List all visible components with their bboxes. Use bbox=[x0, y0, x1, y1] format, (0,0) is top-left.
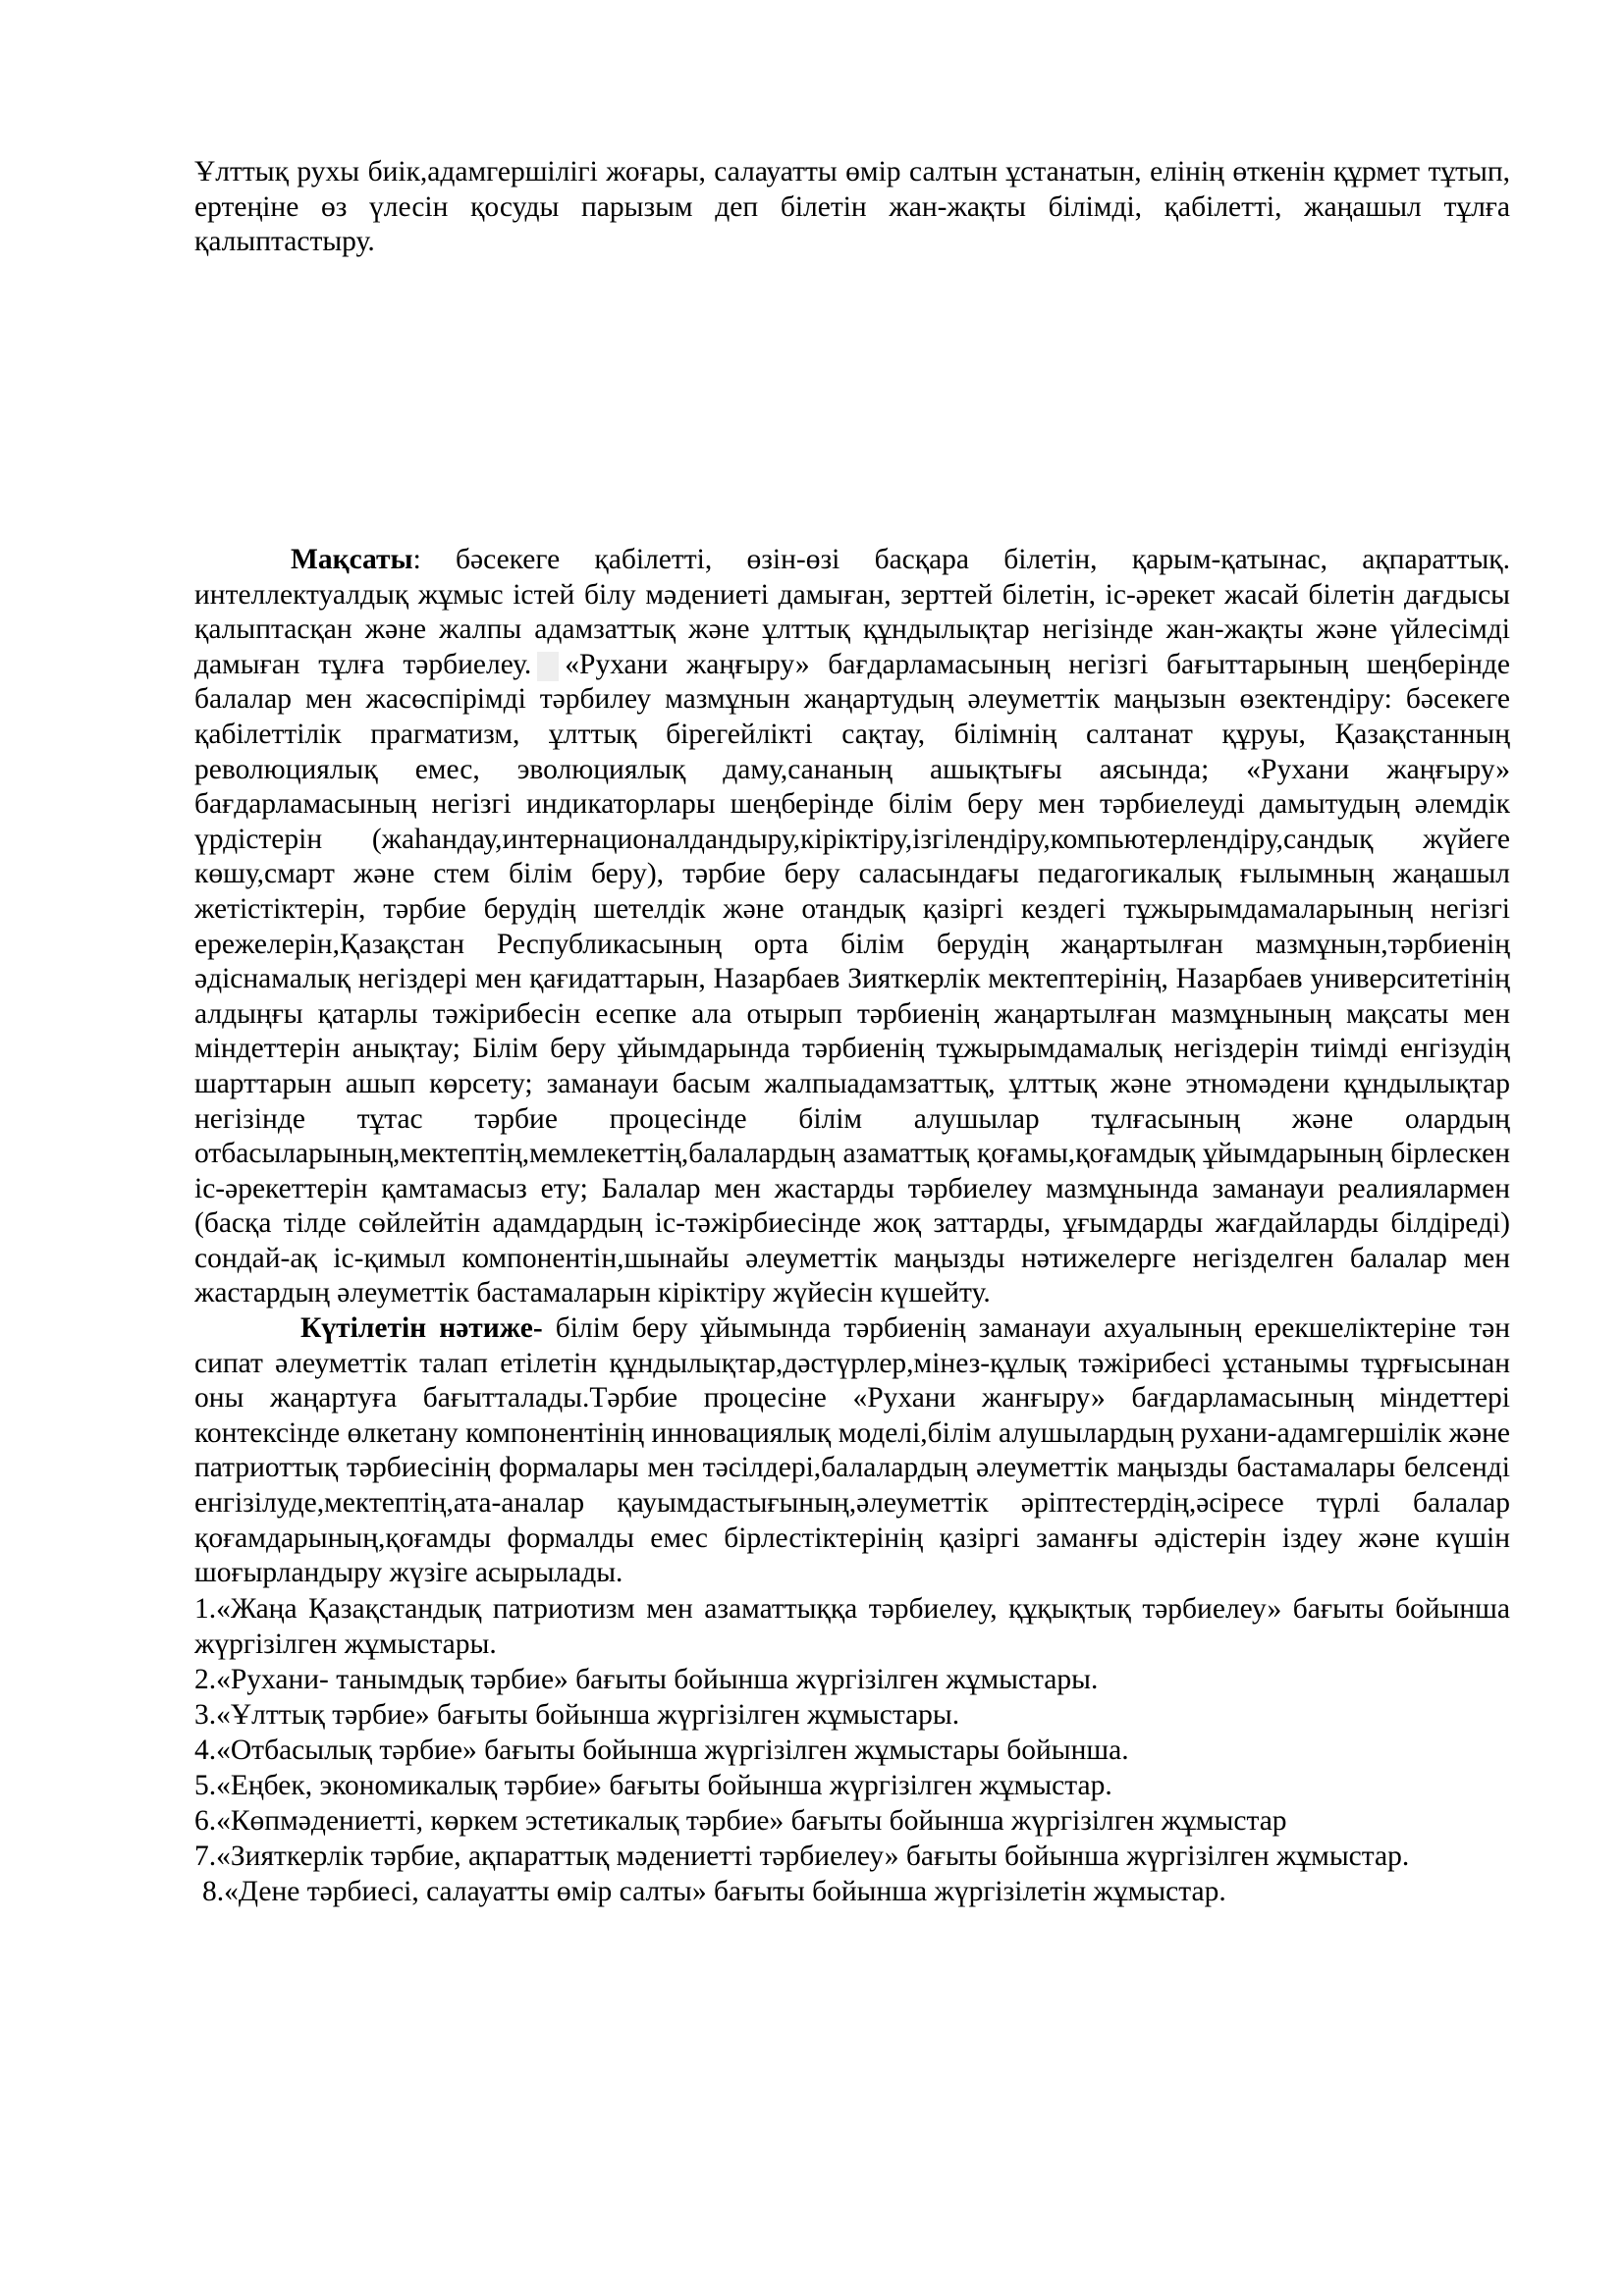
result-paragraph bbox=[194, 1311, 1510, 1591]
intro-paragraph: Ұлттық рухы биік,адамгершілігі жоғары, салауатты өмір салтын ұстанатын, елінің өткенін құрмет тұтып, ертеңіне өз үлесін қосуды парызым деп білетін жан-жақты білімді, қабілетті, жаңашыл тұлға қалыптастыру. bbox=[194, 156, 1510, 258]
directions-list bbox=[194, 1591, 1510, 1909]
list-item: 8.«Дене тәрбиесі, салауатты өмір салты» бағыты бойынша жүргізілетін жұмыстар. bbox=[202, 1875, 1226, 1907]
list-item: 4.«Отбасылық тәрбие» бағыты бойынша жүргізілген жұмыстары бойынша. bbox=[194, 1734, 1129, 1766]
scan-mark bbox=[537, 652, 559, 681]
list-item: 5.«Еңбек, экономикалық тәрбие» бағыты бойынша жүргізілген жұмыстар. bbox=[194, 1769, 1112, 1801]
list-item: 2.«Рухани- танымдық тәрбие» бағыты бойынша жүргізілген жұмыстары. bbox=[194, 1663, 1099, 1695]
goal-label: Мақсаты bbox=[291, 544, 413, 575]
result-label: Күтілетін нәтиже- bbox=[300, 1312, 543, 1345]
goal-paragraph bbox=[194, 543, 1510, 1311]
goal-text-part1: бәсекеге қабілетті, өзін-өзі басқара білетін, қарым-қатынас, ақпараттық. интеллектуалдық жұмыс істей білу мәдениеті дамыған, зерттей білетін, іс-әрекет жасай білетін дағдысы қалыптасқан және жалпы адамзаттық және ұлттық құндылықтар негізінде жан-жақты және үйлесімді дамыған тұлға тәрбиелеу. bbox=[194, 544, 1510, 680]
intro-section bbox=[194, 155, 1510, 260]
list-item: 3.«Ұлттық тәрбие» бағыты бойынша жүргізілген жұмыстары. bbox=[194, 1698, 960, 1731]
result-text: білім беру ұйымында тәрбиенің заманауи ахуалының ерекшеліктеріне тән сипат әлеуметтік талап етілетін құндылықтар,дәстүрлер,мінез-құлық тәжірибесі ұстанымы тұрғысынан оны жаңартуға бағытталады.Тәрбие процесіне «Рухани жанғыру» бағдарламасының міндеттері контексінде өлкетану компонентінің инновациялық моделі,білім алушылардың рухани-адамгершілік және патриоттық тәрбиесінің формалары мен тәсілдері,балалардың әлеуметтік маңызды бастамалары белсенді енгізілуде,мектептің,ата-аналар қауымдастығының,әлеуметтік әріптестердің,әсіресе түрлі балалар қоғамдарының,қоғамды формалды емес бірлестіктерінің қазіргі заманғы әдістерін іздеу және күшін шоғырландыру жүзіге асырылады. bbox=[194, 1312, 1511, 1589]
list-item: 7.«Зияткерлік тәрбие, ақпараттық мәдениетті тәрбиелеу» бағыты бойынша жүргізілген жұмыстар. bbox=[194, 1840, 1410, 1872]
main-section bbox=[194, 543, 1510, 1909]
goal-text-part2: «Рухани жаңғыру» бағдарламасының негізгі бағыттарының шеңберінде балалар мен жасөспірімді тәрбилеу мазмұнын жаңартудың әлеуметтік маңызын өзектендіру: бәсекеге қабілеттілік прагматизм, ұлттық бірегейлікті сақтау, білімнің салтанат құруы, Қазақстанның революциялық емес, эволюциялық даму,сананың ашықтығы аясында; «Рухани жаңғыру» бағдарламасының негізгі индикаторлары шеңберінде білім беру мен тәрбиелеуді дамытудың әлемдік үрдістерін (жаһандау,интернационалдандыру,кіріктіру,ізгілендіру,компьютерлендіру,сандық жүйеге көшу,смарт және стем білім беру), тәрбие беру саласындағы педагогикалық ғылымның жаңашыл жетістіктерін, тәрбие берудің шетелдік және отандық қазіргі кездегі тұжырымдамаларының негізгі ережелерін,Қазақстан Республикасының орта білім берудің жаңартылған мазмұнын,тәрбиенің әдіснамалық негіздері мен қағидаттарын, Назарбаев Зияткерлік мектептерінің, Назарбаев университетінің алдыңғы қатарлы тәжірибесін есепке ала отырып тәрбиенің жаңартылған мазмұнының мақсаты мен міндеттерін анықтау; Білім беру ұйымдарында тәрбиенің тұжырымдамалық негіздерін тиімді енгізудің шарттарын ашып көрсету; заманауи басым жалпыадамзаттық, ұлттық және этномәдени құндылықтар негізінде тұтас тәрбие процесінде білім алушылар тұлғасының және олардың отбасыларының,мектептің,мемлекеттің,балалардың азаматтық қоғамы,қоғамдық ұйымдарының бірлескен іс-әрекеттерін қамтамасыз ету; Балалар мен жастарды тәрбиелеу мазмұнында заманауи реалиялармен (басқа тілде сөйлейтін адамдардың іс-тәжірбиесінде жоқ заттарды, ұғымдарды жағдайларды білдіреді) сондай-ақ іс-қимыл компонентін,шынайы әлеуметтік маңызды нәтижелерге негізделген балалар мен жастардың әлеуметтік бастамаларын кіріктіру жүйесін күшейту. bbox=[194, 648, 1510, 1309]
list-item: 1.«Жаңа Қазақстандық патриотизм мен азаматтыққа тәрбиелеу, құқықтық тәрбиелеу» бағыты бойынша жүргізілген жұмыстары. bbox=[194, 1592, 1510, 1660]
goal-separator: : bbox=[412, 544, 421, 575]
list-item: 6.«Көпмәдениетті, көркем эстетикалық тәрбие» бағыты бойынша жүргізілген жұмыстар bbox=[194, 1804, 1287, 1837]
